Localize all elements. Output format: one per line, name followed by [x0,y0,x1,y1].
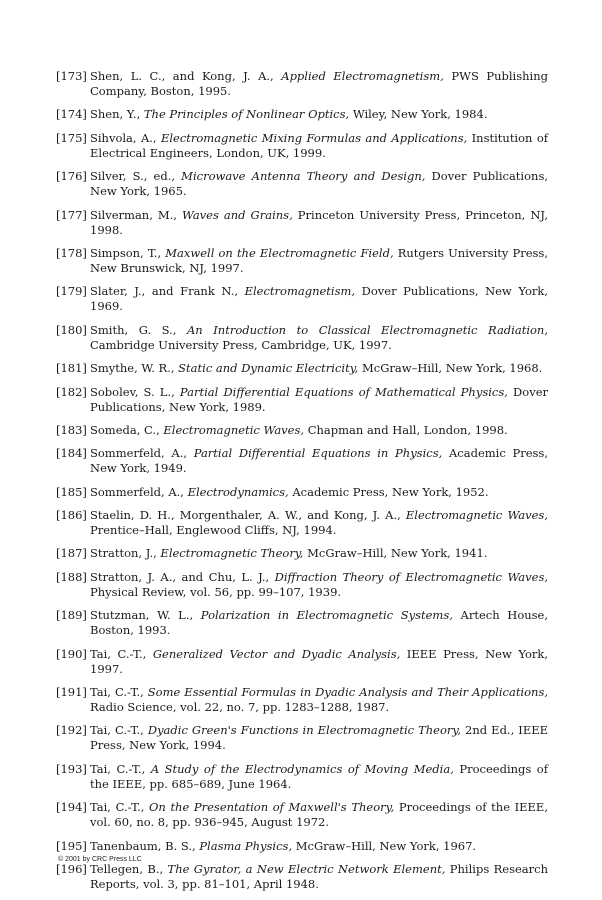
reference-publication: Princeton University Press, Princeton, NJ, 1998. [90,207,548,237]
reference-text [90,208,548,238]
reference-entry [56,723,548,753]
reference-entry [56,647,548,677]
reference-entry [56,446,548,476]
reference-publication: Academic Press, New York, 1949. [90,446,548,476]
reference-authors: Tellegen, B., [90,861,168,876]
reference-text [90,570,548,600]
reference-authors: Tanenbaum, B. S., [90,838,200,853]
reference-text [90,762,548,792]
reference-text [90,647,548,677]
reference-authors: Smith, G. S., [90,322,187,337]
reference-number: [192] [56,723,87,738]
reference-entry [56,423,548,438]
reference-title: Generalized Vector and Dyadic Analysis, [152,646,401,661]
reference-authors: Someda, C., [90,422,164,437]
reference-entry [56,208,548,238]
reference-list [56,69,548,900]
reference-authors: Tai, C.-T., [90,800,149,815]
reference-entry [56,323,548,353]
reference-title: Electromagnetic Waves, [163,422,305,437]
reference-entry [56,508,548,538]
reference-authors: Sommerfeld, A., [90,446,194,461]
reference-number: [174] [56,107,87,122]
reference-title: Partial Differential Equations in Physics, [193,446,443,461]
reference-title: Maxwell on the Electromagnetic Field, [165,245,394,260]
reference-text [90,131,548,161]
reference-title: Plasma Physics, [199,838,293,853]
reference-publication: Radio Science, vol. 22, no. 7, pp. 1283–1288, 1987. [90,700,390,715]
reference-authors: Stratton, J., [90,546,161,561]
reference-title: Electromagnetic Mixing Formulas and Applications, [160,130,468,145]
reference-authors: Tai, C.-T., [90,646,153,661]
reference-authors: Tai, C.-T., [90,685,148,700]
reference-text [90,685,548,715]
reference-number: [195] [56,838,87,853]
reference-text [90,446,548,476]
reference-title: Applied Electromagnetism, [281,69,444,83]
reference-entry [56,69,548,99]
reference-title: Partial Differential Equations of Mathematical Physics, [179,384,508,399]
reference-number: [186] [56,508,87,523]
reference-title: The Gyrator, a New Electric Network Element, [167,861,446,876]
reference-entry [56,361,548,376]
reference-entry [56,839,548,854]
reference-entry [56,800,548,830]
reference-number: [181] [56,361,87,376]
reference-publication: Proceedings of the IEEE, pp. 685–689, June 1964. [90,761,548,791]
reference-publication: Wiley, New York, 1984. [349,107,488,122]
reference-title: Electromagnetic Waves, [405,508,548,523]
reference-text [90,69,548,99]
reference-title: Electromagnetism, [244,284,356,299]
reference-number: [183] [56,422,87,437]
reference-entry [56,385,548,415]
reference-title: Polarization in Electromagnetic Systems, [200,608,453,623]
reference-authors: Silverman, M., [90,207,182,222]
reference-number: [177] [56,207,87,222]
reference-entry [56,685,548,715]
reference-entry [56,608,548,638]
reference-title: An Introduction to Classical Electromagnetic Radiation, [187,322,548,337]
copyright-footer: © 2001 by CRC Press LLC [58,856,142,863]
reference-text [90,385,548,415]
reference-text [90,423,548,438]
reference-title: Dyadic Green's Functions in Electromagnetic Theory, [147,723,462,738]
reference-number: [189] [56,608,87,623]
reference-number: [185] [56,484,87,499]
reference-text [90,107,548,122]
reference-text [90,284,548,314]
reference-authors: Slater, J., and Frank N., [90,284,245,299]
reference-publication: McGraw–Hill, New York, 1941. [303,546,488,561]
reference-number: [187] [56,546,87,561]
reference-publication: 2nd Ed., IEEE Press, New York, 1994. [90,723,548,753]
reference-text [90,839,548,854]
reference-text [90,169,548,199]
reference-number: [182] [56,384,87,399]
reference-entry [56,762,548,792]
reference-number: [173] [56,69,87,83]
reference-text [90,800,548,830]
reference-text [90,246,548,276]
reference-publication: Prentice–Hall, Englewood Cliffs, NJ, 1994. [90,523,337,538]
reference-number: [179] [56,284,87,299]
reference-entry [56,131,548,161]
reference-number: [193] [56,761,87,776]
reference-publication: Dover Publications, New York, 1989. [90,384,549,414]
reference-authors: Smythe, W. R., [90,361,179,376]
reference-title: Microwave Antenna Theory and Design, [181,169,426,184]
reference-text [90,361,548,376]
reference-text [90,723,548,753]
reference-title: Electrodynamics, [187,484,289,499]
reference-publication: Academic Press, New York, 1952. [288,484,489,499]
reference-text [90,546,548,561]
reference-authors: Simpson, T., [90,245,166,260]
reference-title: The Principles of Nonlinear Optics, [143,107,350,122]
reference-publication: Philips Research Reports, vol. 3, pp. 81–101, April 1948. [90,861,548,891]
reference-publication: Artech House, Boston, 1993. [90,608,549,638]
reference-number: [196] [56,861,87,876]
reference-publication: Chapman and Hall, London, 1998. [304,422,508,437]
reference-number: [191] [56,685,87,700]
reference-number: [180] [56,322,87,337]
reference-number: [184] [56,446,87,461]
reference-entry [56,862,548,892]
reference-number: [176] [56,169,87,184]
reference-authors: Shen, L. C., and Kong, J. A., [90,69,282,83]
reference-text [90,862,548,892]
reference-publication: IEEE Press, New York, 1997. [90,646,549,676]
reference-entry [56,169,548,199]
reference-entry [56,485,548,500]
reference-publication: Physical Review, vol. 56, pp. 99–107, 1939. [90,584,342,599]
reference-publication: McGraw–Hill, New York, 1967. [292,838,477,853]
reference-title: Waves and Grains, [182,207,293,222]
reference-authors: Stratton, J. A., and Chu, L. J., [90,569,275,584]
reference-publication: PWS Publishing Company, Boston, 1995. [90,69,548,98]
reference-text [90,508,548,538]
reference-publication: Proceedings of the IEEE, vol. 60, no. 8, pp. 936–945, August 1972. [90,800,548,830]
reference-title: Static and Dynamic Electricity, [178,361,359,376]
reference-entry [56,107,548,122]
reference-entry [56,284,548,314]
reference-text [90,485,548,500]
reference-publication: McGraw–Hill, New York, 1968. [358,361,543,376]
reference-authors: Silver, S., ed., [90,169,182,184]
reference-title: Some Essential Formulas in Dyadic Analysis and Their Applications, [147,685,549,700]
reference-number: [190] [56,646,87,661]
reference-entry [56,570,548,600]
reference-authors: Sihvola, A., [90,130,161,145]
reference-entry [56,546,548,561]
reference-authors: Stutzman, W. L., [90,608,201,623]
reference-title: On the Presentation of Maxwell's Theory, [149,800,395,815]
reference-authors: Sommerfeld, A., [90,484,188,499]
reference-publication: Cambridge University Press, Cambridge, UK, 1997. [90,337,392,352]
reference-number: [178] [56,245,87,260]
reference-entry [56,246,548,276]
reference-title: Electromagnetic Theory, [160,546,304,561]
reference-number: [194] [56,800,87,815]
reference-number: [188] [56,569,87,584]
reference-authors: Sobolev, S. L., [90,384,180,399]
reference-publication: Dover Publications, New York, 1969. [90,284,548,314]
reference-authors: Tai, C.-T., [90,723,148,738]
reference-publication: Institution of Electrical Engineers, London, UK, 1999. [90,130,548,160]
reference-title: A Study of the Electrodynamics of Moving Media, [150,761,454,776]
reference-authors: Shen, Y., [90,107,144,122]
reference-text [90,323,548,353]
reference-publication: Dover Publications, New York, 1965. [90,169,548,199]
reference-text [90,608,548,638]
reference-authors: Staelin, D. H., Morgenthaler, A. W., and Kong, J. A., [90,508,406,523]
reference-publication: Rutgers University Press, New Brunswick, NJ, 1997. [90,245,548,275]
reference-number: [175] [56,130,87,145]
reference-title: Diffraction Theory of Electromagnetic Waves, [274,569,549,584]
reference-authors: Tai, C.-T., [90,761,151,776]
